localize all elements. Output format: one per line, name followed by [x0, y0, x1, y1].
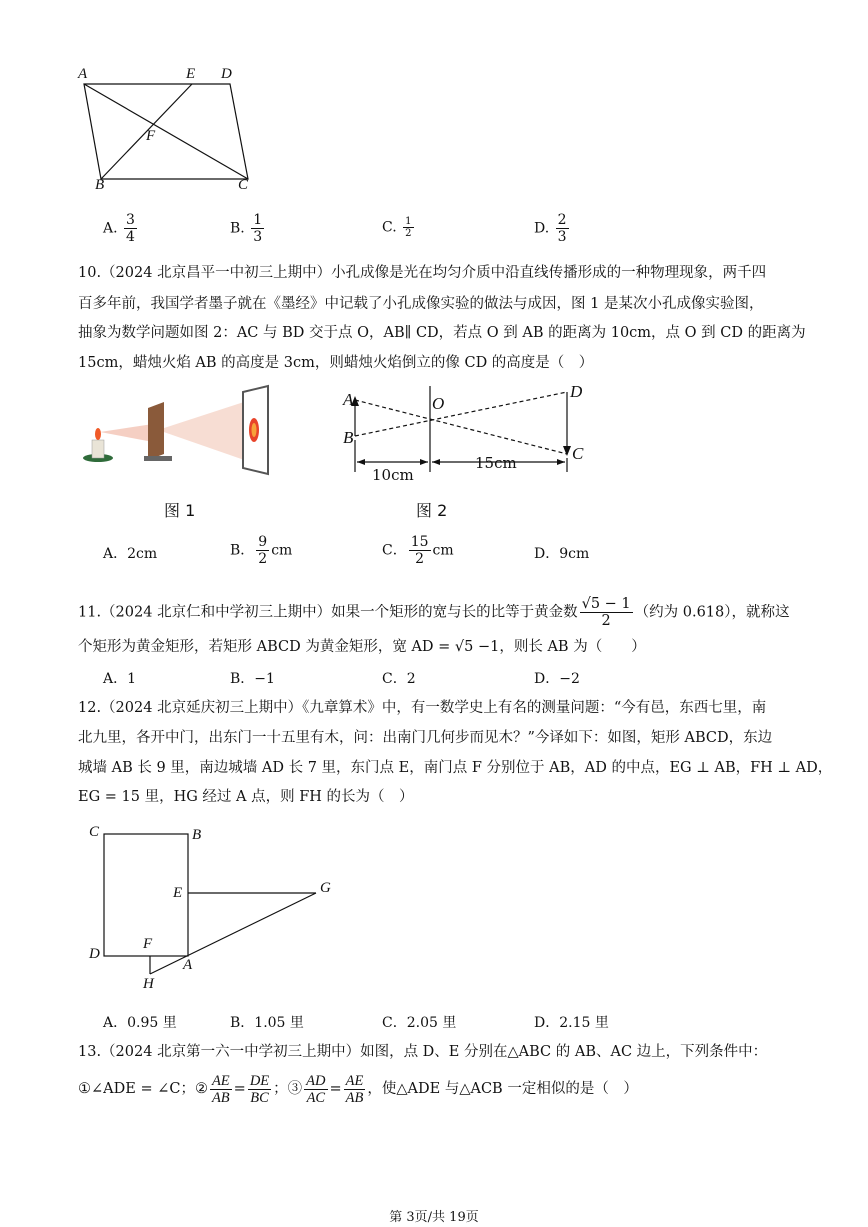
q9-option-b[interactable]: B. $\frac{1}{3}$	[230, 212, 263, 245]
q12-label-f: F	[143, 936, 153, 952]
q10-label-o: O	[432, 394, 445, 413]
q12-option-d[interactable]: D．2.15 里	[534, 1015, 609, 1031]
q9-label-b: B	[95, 177, 105, 193]
q11-text-line-1: 11.（2024 北京仁和中学初三上期中）如果一个矩形的宽与长的比等于黄金数 $\frac{√5 - 1}{2}$ （约为 0.618），就称这	[78, 596, 790, 629]
q12-text-line-2: 北九里，各开中门，出东门一十五里有木，问：出南门几何步而见木？”今译如下：如图，矩形 ABCD，东边	[78, 730, 773, 746]
q12-label-a: A	[183, 957, 193, 973]
q9-option-c[interactable]: C. $\frac{1}{2}$	[382, 216, 412, 239]
q11-option-a[interactable]: A．1	[103, 671, 137, 687]
q11-option-d[interactable]: D．−2	[534, 671, 580, 687]
figure-1-caption: 图 1	[164, 501, 196, 520]
q13-conditions-line: ①∠ADE = ∠C；② $\frac{AE}{AB}$ = $\frac{DE}{BC}$ ；③ $\frac{AD}{AC}$ = $\frac{AE}{AB}$ ，使△ADE 与△ACB 一定相似的是（ ）	[78, 1072, 638, 1106]
page-footer: 第 3页/共 19页	[389, 1210, 479, 1225]
q10-text-line-1: 10.（2024 北京昌平一中初三上期中）小孔成像是光在均匀介质中沿直线传播形成的一种物理现象，两千四	[78, 265, 767, 281]
q12-label-c: C	[89, 824, 100, 840]
q12-label-g: G	[320, 880, 331, 896]
q9-label-f: F	[146, 128, 156, 144]
q10-label-a: A	[343, 390, 354, 409]
q10-option-d[interactable]: D．9cm	[534, 546, 590, 562]
q12-option-b[interactable]: B．1.05 里	[230, 1015, 304, 1031]
q9-label-e: E	[186, 66, 196, 82]
q11-option-b[interactable]: B．−1	[230, 671, 275, 687]
q10-text-line-4: 15cm，蜡烛火焰 AB 的高度是 3cm，则蜡烛火焰倒立的像 CD 的高度是（ ）	[78, 355, 594, 371]
q11-text-line-2: 个矩形为黄金矩形，若矩形 ABCD 为黄金矩形，宽 AD = √5 −1，则长 AB 为（ ）	[78, 639, 646, 655]
q12-option-a[interactable]: A．0.95 里	[103, 1015, 177, 1031]
q12-label-d: D	[89, 946, 100, 962]
q13-text-line-1: 13.（2024 北京第一六一中学初三上期中）如图，点 D、E 分别在△ABC 的 AB、AC 边上，下列条件中：	[78, 1044, 768, 1060]
distance-10cm-label: 10cm	[372, 466, 414, 484]
q10-option-b[interactable]: B． $\frac{9}{2}$ cm	[230, 534, 293, 567]
q11-option-c[interactable]: C．2	[382, 671, 416, 687]
q12-label-b: B	[192, 827, 202, 843]
q9-label-c: C	[238, 177, 249, 193]
q12-text-line-4: EG = 15 里，HG 经过 A 点，则 FH 的长为（ ）	[78, 789, 414, 805]
q12-option-c[interactable]: C．2.05 里	[382, 1015, 457, 1031]
segment-gh	[150, 893, 316, 974]
q12-text-line-3: 城墙 AB 长 9 里，南边城墙 AD 长 7 里，东门点 E，南门点 F 分别位于 AB，AD 的中点，EG ⊥ AB，FH ⊥ AD，	[78, 760, 833, 776]
diagonal-ac	[84, 84, 248, 179]
q9-label-d: D	[221, 66, 232, 82]
q12-text-line-1: 12.（2024 北京延庆初三上期中）《九章算术》中，有一数学史上有名的测量问题：“今有邑，东西七里，南	[78, 700, 767, 716]
q12-label-e: E	[173, 885, 183, 901]
q10-label-c: C	[572, 444, 584, 463]
q9-option-d[interactable]: D. $\frac{2}{3}$	[534, 212, 567, 245]
q9-option-a[interactable]: A. $\frac{3}{4}$	[103, 212, 135, 245]
q10-text-line-3: 抽象为数学问题如图 2：AC 与 BD 交于点 O，AB∥ CD，若点 O 到 AB 的距离为 10cm，点 O 到 CD 的距离为	[78, 325, 806, 341]
distance-15cm-label: 15cm	[475, 454, 517, 472]
q9-label-a: A	[78, 66, 88, 82]
q12-city-wall-figure	[80, 820, 340, 1000]
q10-label-d: D	[570, 382, 583, 401]
q10-text-line-2: 百多年前，我国学者墨子就在《墨经》中记载了小孔成像实验的做法与成因，图 1 是某次小孔成像实验图，	[78, 296, 764, 312]
q10-option-a[interactable]: A．2cm	[103, 546, 158, 562]
q12-label-h: H	[143, 976, 154, 992]
q10-option-c[interactable]: C． $\frac{15}{2}$ cm	[382, 534, 454, 567]
q10-label-b: B	[343, 428, 354, 447]
figure-2-caption: 图 2	[416, 501, 448, 520]
pinhole-experiment-illustration	[78, 382, 278, 482]
